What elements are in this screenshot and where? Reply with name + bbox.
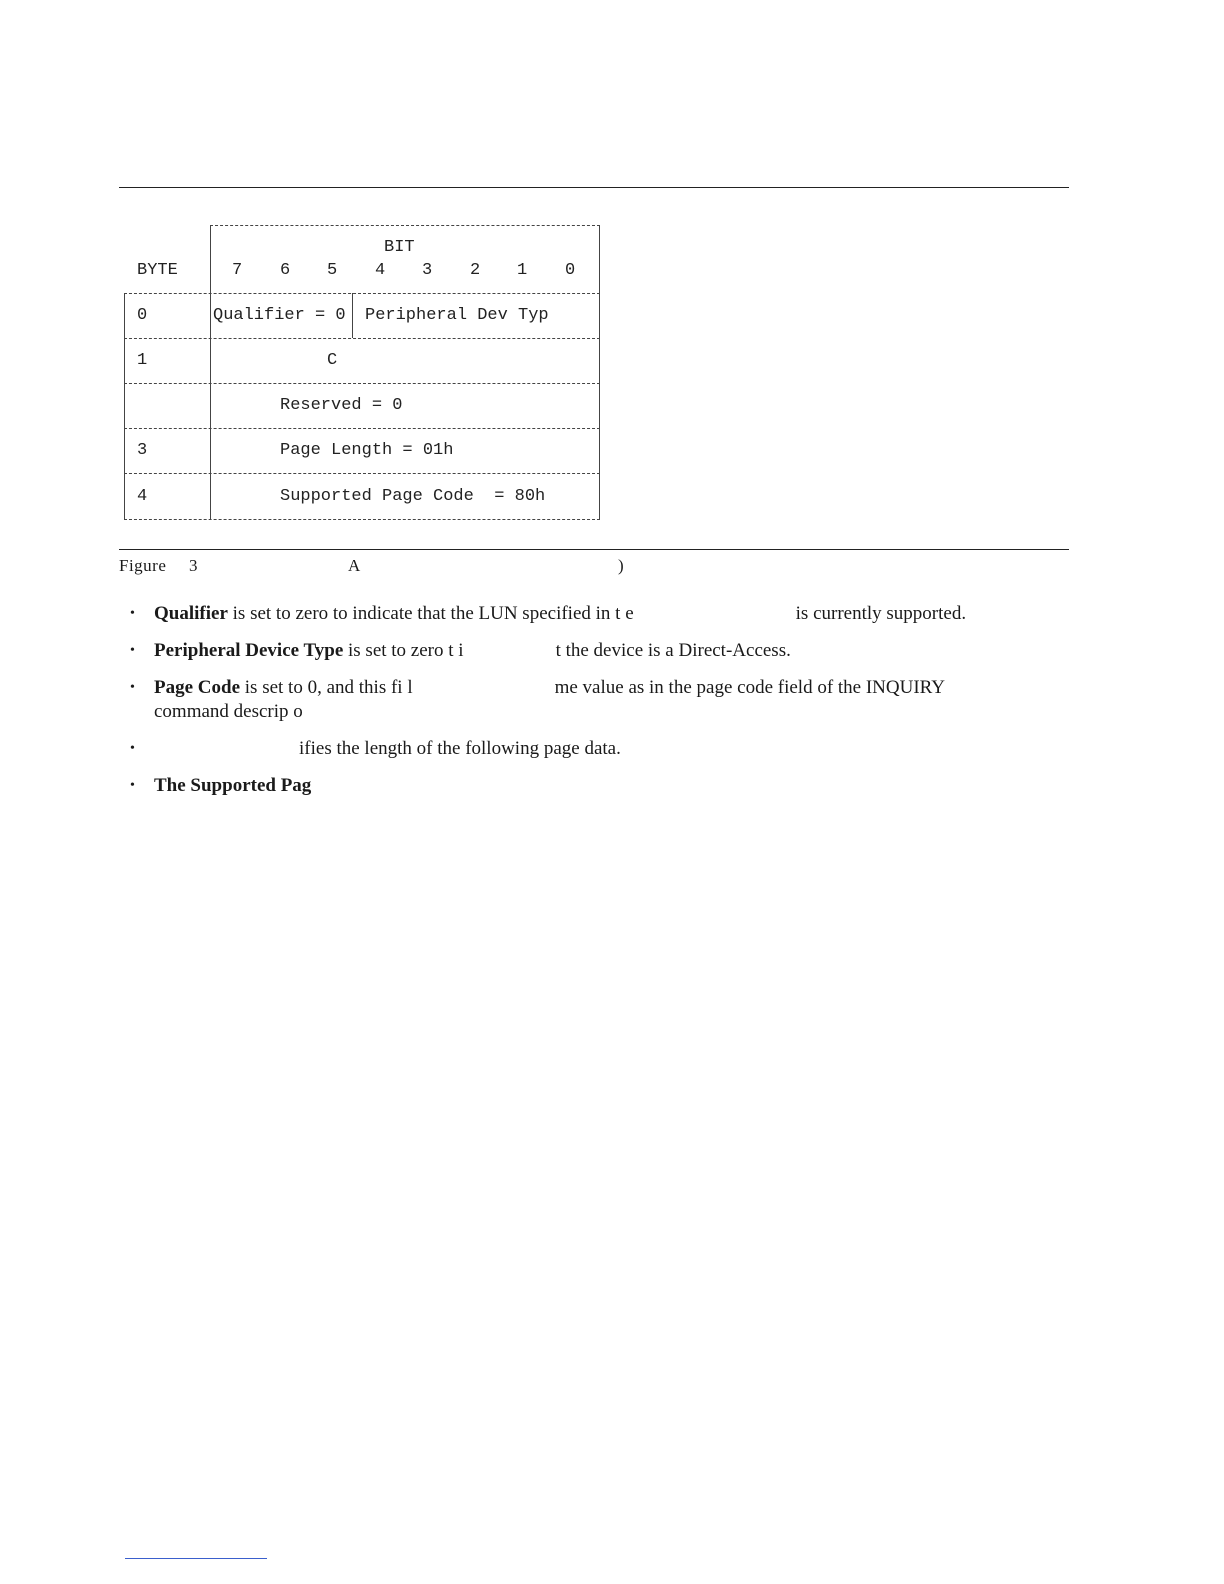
device-type-field: Peripheral Dev Typ <box>365 306 549 325</box>
list-item <box>130 676 1070 724</box>
field-description: me value as in the page code field of the INQUIRY <box>554 677 946 698</box>
caption-figure-label: Figure <box>119 556 167 575</box>
byte-header: BYTE <box>137 261 178 280</box>
list-item <box>130 602 1070 626</box>
table-border <box>124 293 125 520</box>
byte-number: 0 <box>137 306 148 325</box>
reserved-field: Reserved = 0 <box>280 396 403 415</box>
top-rule <box>119 187 1069 188</box>
field-description: is set to 0, and this fi l <box>240 677 413 698</box>
page-length-field: Page Length = 01h <box>280 441 454 460</box>
caption-rule <box>119 549 1069 550</box>
bullet-icon: • <box>130 643 135 658</box>
bullet-icon: • <box>130 778 135 793</box>
field-description-list <box>130 602 1070 811</box>
page-code-field: C <box>327 351 338 370</box>
bit-number: 6 <box>280 261 291 280</box>
table-border <box>210 225 600 226</box>
table-border <box>210 225 211 520</box>
table-border <box>124 383 600 384</box>
field-description: t the device is a Direct-Access. <box>555 640 791 661</box>
supported-page-code-field: Supported Page Code = 80h <box>280 487 546 506</box>
field-description: is set to zero to indicate that the LUN specified in t e <box>227 603 634 624</box>
list-item <box>130 774 1070 798</box>
field-description: command descrip o <box>154 701 303 722</box>
table-border <box>124 338 600 339</box>
list-item <box>130 639 1070 663</box>
table-border <box>352 293 353 338</box>
field-term: The Supported Pag <box>154 775 312 796</box>
table-border <box>599 225 600 520</box>
bit-number: 7 <box>232 261 243 280</box>
table-border <box>124 473 600 474</box>
table-border <box>124 293 600 294</box>
byte-number: 1 <box>137 351 148 370</box>
table-border <box>124 428 600 429</box>
footnote-rule <box>125 1558 267 1559</box>
bit-number: 2 <box>470 261 481 280</box>
field-description: is set to zero t i <box>343 640 464 661</box>
byte-number: 4 <box>137 487 148 506</box>
caption-text: A <box>348 556 361 575</box>
bullet-icon: • <box>130 741 135 756</box>
field-term: Peripheral Device Type <box>154 640 344 661</box>
bullet-icon: • <box>130 606 135 621</box>
bit-number: 1 <box>517 261 528 280</box>
table-border <box>124 519 600 520</box>
byte-number: 3 <box>137 441 148 460</box>
bit-number: 4 <box>375 261 386 280</box>
field-term: Page Code <box>154 677 241 698</box>
caption-figure-number: 3 <box>189 556 198 575</box>
field-description: ifies the length of the following page data. <box>299 738 621 759</box>
caption-text: ) <box>618 556 625 575</box>
bit-header: BIT <box>384 238 415 257</box>
field-term: Qualifier <box>154 603 228 624</box>
list-item <box>130 737 1070 761</box>
bullet-icon: • <box>130 680 135 695</box>
bit-number: 5 <box>327 261 338 280</box>
qualifier-field: Qualifier = 0 <box>213 306 346 325</box>
bit-number: 3 <box>422 261 433 280</box>
bit-number: 0 <box>565 261 576 280</box>
field-description: is currently supported. <box>795 603 967 624</box>
